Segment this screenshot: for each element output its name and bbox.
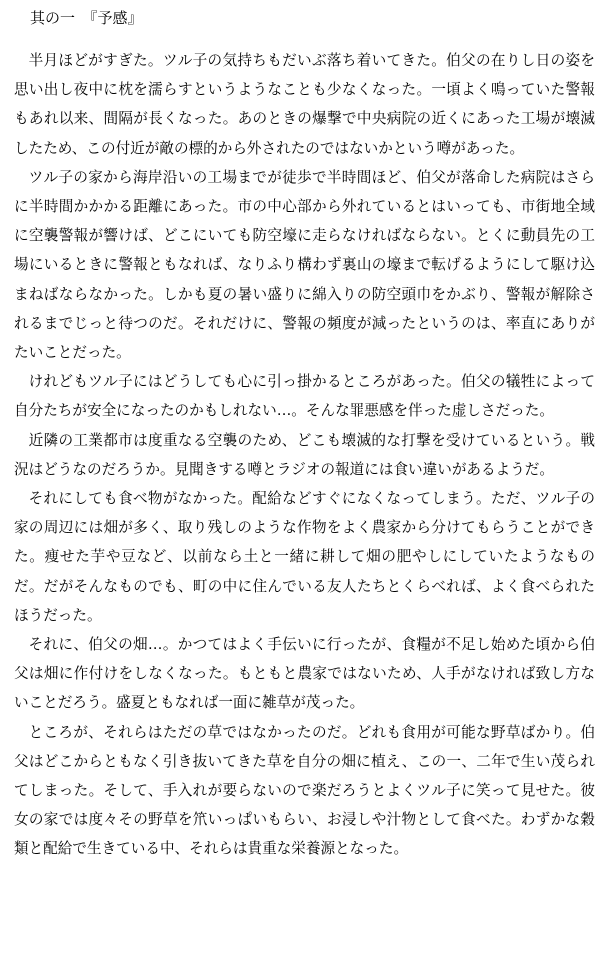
paragraph-5: それにしても食べ物がなかった。配給などすぐになくなってしまう。ただ、ツル子の家の周辺には畑が多く、取り残しのような作物をよく農家から分けてもらうことができた。痩せた芋や豆など、以前なら土と一緒に耕して畑の肥やしにしていたようなものだ。だがそんなものでも、町の中に住んでいる友人たちとくらべれば、よく食べられたほうだった。 xyxy=(14,490,595,624)
paragraph-3: けれどもツル子にはどうしても心に引っ掛かるところがあった。伯父の犠牲によって自分たちが安全になったのかもしれない…。そんな罪悪感を伴った虚しさだった。 xyxy=(14,373,595,420)
paragraph-1: 半月ほどがすぎた。ツル子の気持ちもだいぶ落ち着いてきた。伯父の在りし日の姿を思い出し夜中に枕を濡らすというようなことも少なくなった。一頃よく鳴っていた警報もあれ以来、間隔が長くなった。あのときの爆撃で中央病院の近くにあった工場が壊滅したため、この付近が敵の標的から外されたのではないかという噂があった。 xyxy=(14,52,595,157)
paragraph-2: ツル子の家から海岸沿いの工場までが徒歩で半時間ほど、伯父が落命した病院はさらに半時間かかかる距離にあった。市の中心部から外れているとはいっても、市街地全域に空襲警報が響けば、どこにいても防空壕に走らなければならない。とくに動員先の工場にいるときに警報ともなれば、なりふり構わず裏山の壕まで転げるようにして駆け込まねばならなかった。しかも夏の暑い盛りに綿入りの防空頭巾をかぶり、警報が解除されるまでじっと待つのだ。それだけに、警報の頻度が減ったというのは、率直にありがたいことだった。 xyxy=(14,168,595,362)
chapter-heading: 其の一 『予感』 xyxy=(30,9,143,27)
paragraph-4: 近隣の工業都市は度重なる空襲のため、どこも壊滅的な打撃を受けているという。戦況はどうなのだろうか。見聞きする噂とラジオの報道には食い違いがあるようだ。 xyxy=(14,431,595,478)
paragraph-7: ところが、それらはただの草ではなかったのだ。どれも食用が可能な野草ばかり。伯父はどこからともなく引き抜いてきた草を自分の畑に植え、この一、二年で生い茂られてしまった。そして、手入れが要らないので楽だろうとよくツル子に笑って見せた。彼女の家では度々その野草を笊いっぱいもらい、お浸しや汁物として食べた。わずかな穀類と配給で生きている中、それらは貴重な栄養源となった。 xyxy=(14,723,595,858)
paragraph-6: それに、伯父の畑…。かつてはよく手伝いに行ったが、食糧が不足し始めた頃から伯父は畑に作付けをしなくなった。もともと農家ではないため、人手がなければ致し方ないことだろう。盛夏ともなれば一面に雑草が茂った。 xyxy=(14,636,595,712)
